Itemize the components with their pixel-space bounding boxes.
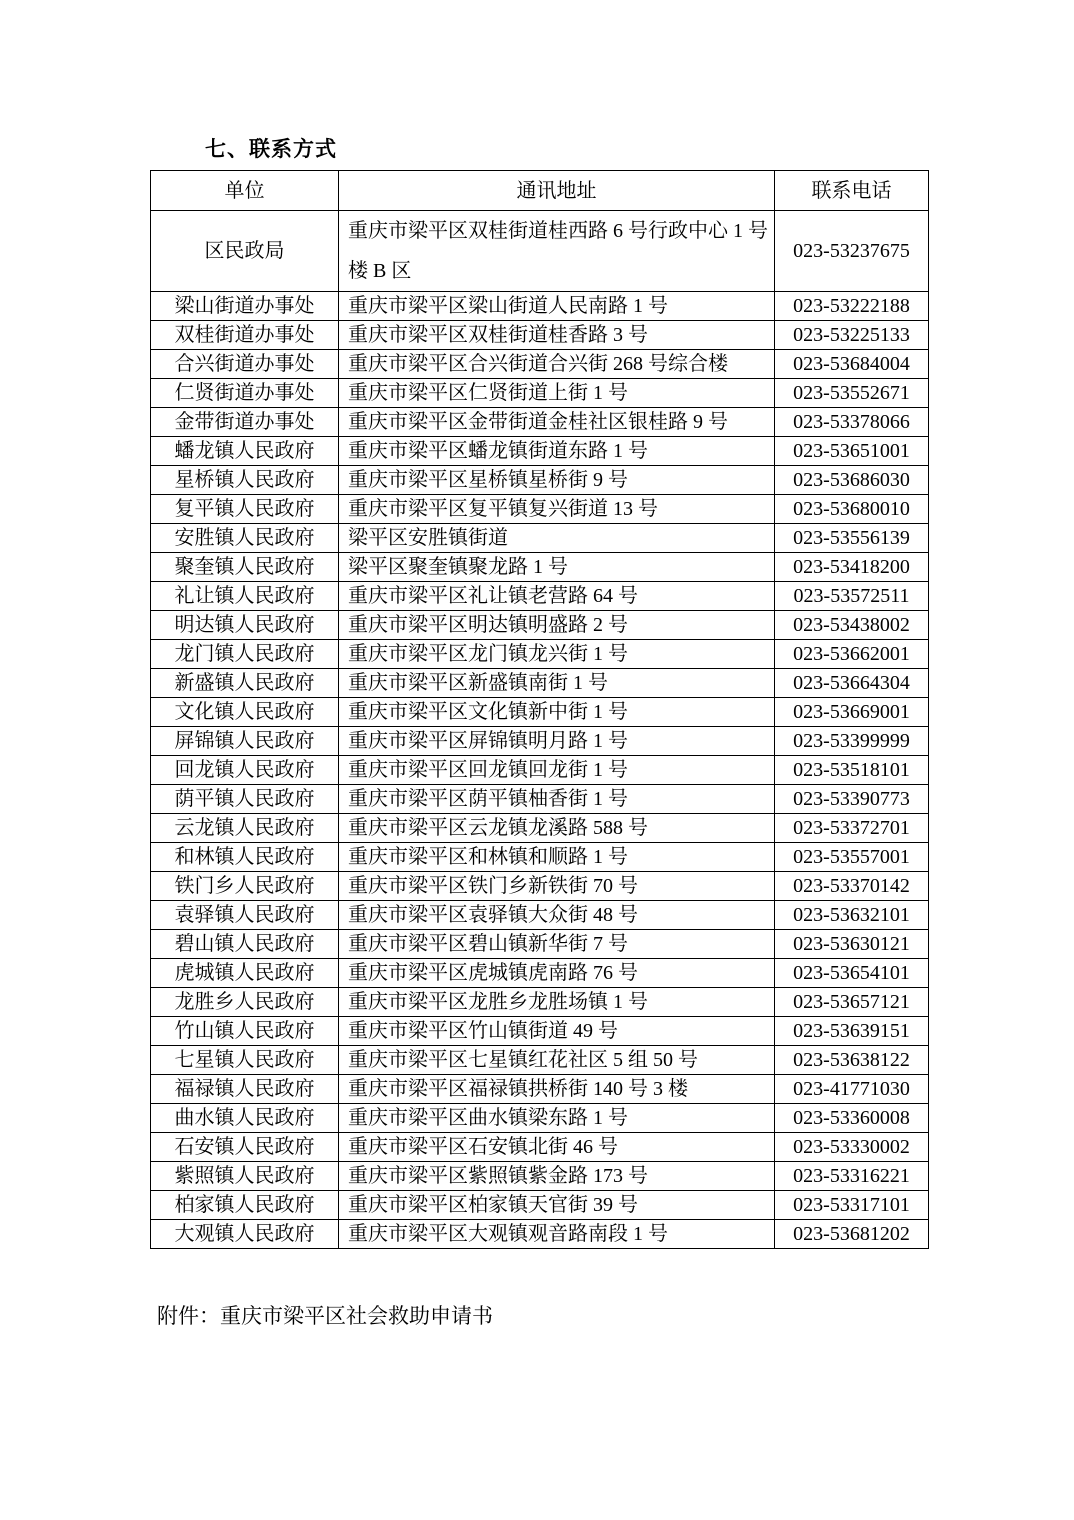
cell-phone: 023-53316221 xyxy=(775,1162,929,1191)
table-row xyxy=(151,553,929,582)
cell-phone: 023-53680010 xyxy=(775,495,929,524)
cell-unit: 回龙镇人民政府 xyxy=(151,756,339,785)
cell-address: 重庆市梁平区福禄镇拱桥街 140 号 3 楼 xyxy=(339,1075,775,1104)
cell-address: 重庆市梁平区礼让镇老营路 64 号 xyxy=(339,582,775,611)
cell-phone: 023-53651001 xyxy=(775,437,929,466)
cell-unit: 柏家镇人民政府 xyxy=(151,1191,339,1220)
cell-unit: 梁山街道办事处 xyxy=(151,292,339,321)
cell-phone: 023-53222188 xyxy=(775,292,929,321)
cell-address: 重庆市梁平区梁山街道人民南路 1 号 xyxy=(339,292,775,321)
table-row xyxy=(151,988,929,1017)
table-row xyxy=(151,379,929,408)
cell-unit: 虎城镇人民政府 xyxy=(151,959,339,988)
cell-phone: 023-53330002 xyxy=(775,1133,929,1162)
table-row xyxy=(151,582,929,611)
cell-unit: 区民政局 xyxy=(151,211,339,292)
table-row xyxy=(151,1075,929,1104)
table-row xyxy=(151,669,929,698)
cell-address: 重庆市梁平区双桂街道桂香路 3 号 xyxy=(339,321,775,350)
cell-phone: 023-53664304 xyxy=(775,669,929,698)
cell-address: 重庆市梁平区屏锦镇明月路 1 号 xyxy=(339,727,775,756)
cell-address: 重庆市梁平区荫平镇柚香街 1 号 xyxy=(339,785,775,814)
cell-unit: 福禄镇人民政府 xyxy=(151,1075,339,1104)
cell-unit: 屏锦镇人民政府 xyxy=(151,727,339,756)
cell-phone: 023-53557001 xyxy=(775,843,929,872)
table-row xyxy=(151,872,929,901)
table-row xyxy=(151,1017,929,1046)
cell-address: 重庆市梁平区曲水镇梁东路 1 号 xyxy=(339,1104,775,1133)
cell-unit: 双桂街道办事处 xyxy=(151,321,339,350)
table-row xyxy=(151,466,929,495)
cell-phone: 023-53684004 xyxy=(775,350,929,379)
table-row xyxy=(151,756,929,785)
cell-unit: 明达镇人民政府 xyxy=(151,611,339,640)
cell-address: 重庆市梁平区竹山镇街道 49 号 xyxy=(339,1017,775,1046)
cell-address: 重庆市梁平区星桥镇星桥街 9 号 xyxy=(339,466,775,495)
cell-unit: 复平镇人民政府 xyxy=(151,495,339,524)
table-row xyxy=(151,1104,929,1133)
cell-address: 重庆市梁平区文化镇新中街 1 号 xyxy=(339,698,775,727)
table-row xyxy=(151,1191,929,1220)
table-row xyxy=(151,959,929,988)
cell-phone: 023-53669001 xyxy=(775,698,929,727)
cell-unit: 金带街道办事处 xyxy=(151,408,339,437)
table-row xyxy=(151,930,929,959)
cell-unit: 文化镇人民政府 xyxy=(151,698,339,727)
cell-unit: 云龙镇人民政府 xyxy=(151,814,339,843)
cell-unit: 聚奎镇人民政府 xyxy=(151,553,339,582)
cell-phone: 023-53225133 xyxy=(775,321,929,350)
cell-unit: 大观镇人民政府 xyxy=(151,1220,339,1249)
cell-address: 重庆市梁平区和林镇和顺路 1 号 xyxy=(339,843,775,872)
cell-phone: 023-53657121 xyxy=(775,988,929,1017)
cell-address: 梁平区安胜镇街道 xyxy=(339,524,775,553)
cell-phone: 023-53654101 xyxy=(775,959,929,988)
cell-address: 重庆市梁平区大观镇观音路南段 1 号 xyxy=(339,1220,775,1249)
table-row xyxy=(151,611,929,640)
table-row xyxy=(151,843,929,872)
cell-phone: 023-53418200 xyxy=(775,553,929,582)
cell-address: 重庆市梁平区铁门乡新铁街 70 号 xyxy=(339,872,775,901)
cell-phone: 023-53638122 xyxy=(775,1046,929,1075)
cell-unit: 蟠龙镇人民政府 xyxy=(151,437,339,466)
cell-address: 重庆市梁平区龙胜乡龙胜场镇 1 号 xyxy=(339,988,775,1017)
table-row xyxy=(151,524,929,553)
table-row xyxy=(151,1220,929,1249)
cell-address: 重庆市梁平区新盛镇南街 1 号 xyxy=(339,669,775,698)
cell-address: 重庆市梁平区袁驿镇大众街 48 号 xyxy=(339,901,775,930)
cell-unit: 龙胜乡人民政府 xyxy=(151,988,339,1017)
cell-unit: 安胜镇人民政府 xyxy=(151,524,339,553)
cell-phone: 023-53632101 xyxy=(775,901,929,930)
cell-address: 重庆市梁平区石安镇北街 46 号 xyxy=(339,1133,775,1162)
cell-phone: 023-53372701 xyxy=(775,814,929,843)
cell-phone: 023-41771030 xyxy=(775,1075,929,1104)
cell-phone: 023-53630121 xyxy=(775,930,929,959)
cell-address: 重庆市梁平区碧山镇新华街 7 号 xyxy=(339,930,775,959)
cell-unit: 仁贤街道办事处 xyxy=(151,379,339,408)
cell-phone: 023-53390773 xyxy=(775,785,929,814)
cell-unit: 和林镇人民政府 xyxy=(151,843,339,872)
cell-phone: 023-53317101 xyxy=(775,1191,929,1220)
cell-unit: 紫照镇人民政府 xyxy=(151,1162,339,1191)
cell-phone: 023-53662001 xyxy=(775,640,929,669)
cell-phone: 023-53378066 xyxy=(775,408,929,437)
cell-address: 重庆市梁平区七星镇红花社区 5 组 50 号 xyxy=(339,1046,775,1075)
table-row xyxy=(151,785,929,814)
cell-unit: 碧山镇人民政府 xyxy=(151,930,339,959)
column-header-phone: 联系电话 xyxy=(775,171,929,211)
table-row xyxy=(151,1162,929,1191)
table-row xyxy=(151,727,929,756)
cell-unit: 荫平镇人民政府 xyxy=(151,785,339,814)
cell-address: 重庆市梁平区虎城镇虎南路 76 号 xyxy=(339,959,775,988)
table-row xyxy=(151,350,929,379)
column-header-unit: 单位 xyxy=(151,171,339,211)
cell-unit: 龙门镇人民政府 xyxy=(151,640,339,669)
cell-unit: 袁驿镇人民政府 xyxy=(151,901,339,930)
table-row xyxy=(151,1046,929,1075)
cell-unit: 石安镇人民政府 xyxy=(151,1133,339,1162)
cell-address: 重庆市梁平区复平镇复兴街道 13 号 xyxy=(339,495,775,524)
table-row xyxy=(151,437,929,466)
cell-phone: 023-53360008 xyxy=(775,1104,929,1133)
cell-unit: 竹山镇人民政府 xyxy=(151,1017,339,1046)
contact-table xyxy=(150,170,929,1249)
column-header-address: 通讯地址 xyxy=(339,171,775,211)
table-row xyxy=(151,495,929,524)
cell-unit: 星桥镇人民政府 xyxy=(151,466,339,495)
cell-address: 重庆市梁平区金带街道金桂社区银桂路 9 号 xyxy=(339,408,775,437)
cell-phone: 023-53572511 xyxy=(775,582,929,611)
cell-phone: 023-53237675 xyxy=(775,211,929,292)
table-row xyxy=(151,1133,929,1162)
cell-phone: 023-53639151 xyxy=(775,1017,929,1046)
cell-unit: 七星镇人民政府 xyxy=(151,1046,339,1075)
cell-address: 重庆市梁平区合兴街道合兴街 268 号综合楼 xyxy=(339,350,775,379)
cell-unit: 曲水镇人民政府 xyxy=(151,1104,339,1133)
attachment-note: 附件：重庆市梁平区社会救助申请书 xyxy=(157,1304,493,1328)
cell-phone: 023-53518101 xyxy=(775,756,929,785)
cell-address: 重庆市梁平区云龙镇龙溪路 588 号 xyxy=(339,814,775,843)
cell-unit: 新盛镇人民政府 xyxy=(151,669,339,698)
table-row xyxy=(151,640,929,669)
cell-address: 重庆市梁平区双桂街道桂西路 6 号行政中心 1 号楼 B 区 xyxy=(339,211,775,292)
cell-address: 重庆市梁平区仁贤街道上街 1 号 xyxy=(339,379,775,408)
cell-unit: 礼让镇人民政府 xyxy=(151,582,339,611)
cell-phone: 023-53552671 xyxy=(775,379,929,408)
table-row xyxy=(151,901,929,930)
cell-phone: 023-53370142 xyxy=(775,872,929,901)
cell-phone: 023-53438002 xyxy=(775,611,929,640)
cell-address: 重庆市梁平区紫照镇紫金路 173 号 xyxy=(339,1162,775,1191)
table-row xyxy=(151,321,929,350)
cell-address: 重庆市梁平区柏家镇天官街 39 号 xyxy=(339,1191,775,1220)
cell-address: 重庆市梁平区蟠龙镇街道东路 1 号 xyxy=(339,437,775,466)
table-row xyxy=(151,211,929,292)
table-row xyxy=(151,814,929,843)
cell-unit: 合兴街道办事处 xyxy=(151,350,339,379)
cell-unit: 铁门乡人民政府 xyxy=(151,872,339,901)
cell-address: 重庆市梁平区明达镇明盛路 2 号 xyxy=(339,611,775,640)
cell-phone: 023-53686030 xyxy=(775,466,929,495)
table-row xyxy=(151,698,929,727)
cell-phone: 023-53681202 xyxy=(775,1220,929,1249)
header-row xyxy=(151,171,929,211)
cell-address: 重庆市梁平区回龙镇回龙街 1 号 xyxy=(339,756,775,785)
cell-address: 梁平区聚奎镇聚龙路 1 号 xyxy=(339,553,775,582)
cell-phone: 023-53556139 xyxy=(775,524,929,553)
section-title: 七、联系方式 xyxy=(205,137,337,161)
cell-address: 重庆市梁平区龙门镇龙兴街 1 号 xyxy=(339,640,775,669)
table-body xyxy=(151,211,929,1249)
cell-phone: 023-53399999 xyxy=(775,727,929,756)
table-row xyxy=(151,408,929,437)
table-row xyxy=(151,292,929,321)
